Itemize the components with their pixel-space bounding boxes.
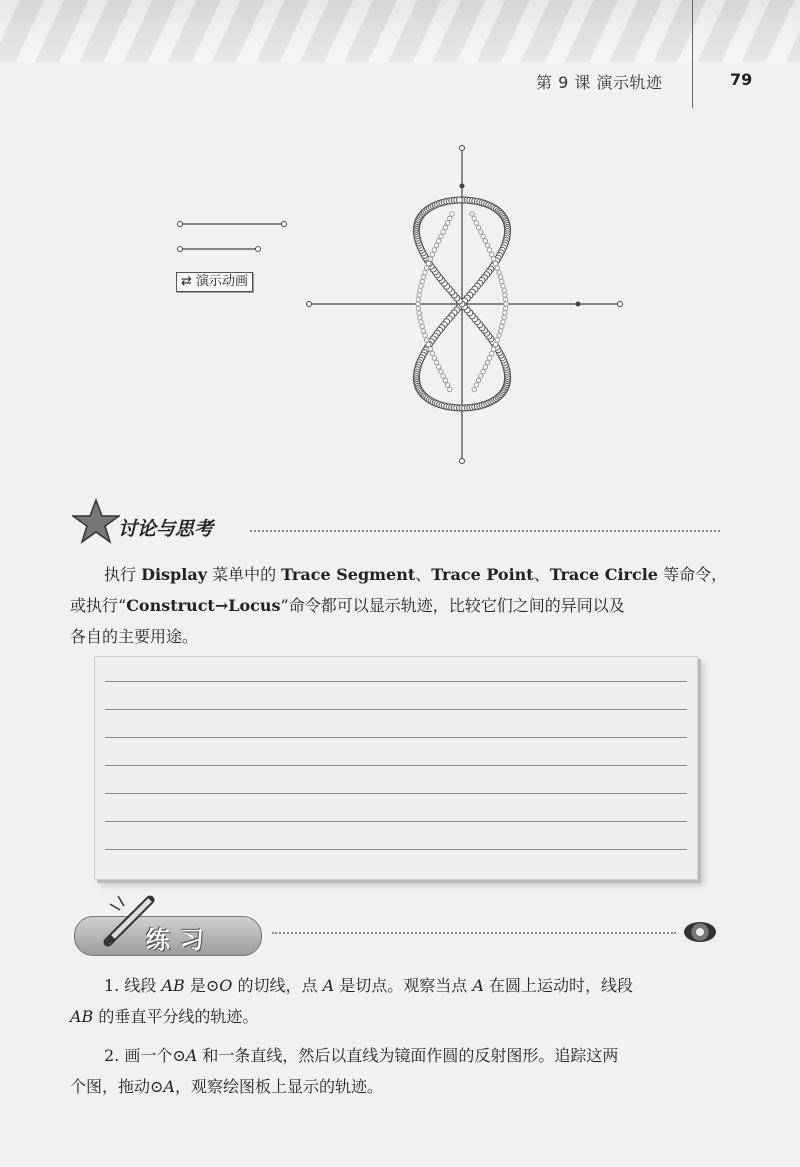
disc-icon: [684, 922, 716, 942]
note-line: [105, 821, 687, 822]
locus-inner-point: [474, 383, 478, 387]
discussion-paragraph-line-2: 或执行“Construct→Locus”命令都可以显示轨迹，比较它们之间的异同以及: [70, 596, 625, 615]
discussion-title: 讨论与思考: [118, 518, 214, 540]
locus-inner-point: [416, 302, 420, 306]
discussion-paragraph-line-1: 执行 Display 菜单中的 Trace Segment、Trace Point、Trace Circle 等命令，: [104, 565, 728, 584]
exercise-rule: [272, 932, 676, 934]
locus-inner-point: [418, 288, 422, 292]
locus-inner-point: [420, 279, 424, 283]
notes-area[interactable]: [94, 656, 698, 880]
lesson-title: 第 9 课 演示轨迹: [536, 73, 663, 92]
locus-inner-point: [428, 257, 432, 261]
locus-inner-point: [476, 378, 480, 382]
locus-inner-point: [487, 356, 491, 360]
locus-inner-point: [439, 369, 443, 373]
locus-inner-point: [485, 360, 489, 364]
locus-inner-point: [420, 324, 424, 328]
locus-inner-point: [503, 297, 507, 301]
locus-inner-point: [417, 311, 421, 315]
locus-inner-point: [416, 306, 420, 310]
locus-inner-point: [476, 225, 480, 229]
locus-inner-point: [470, 212, 474, 216]
locus-inner-point: [472, 387, 476, 391]
locus-inner-point: [493, 261, 497, 265]
note-line: [105, 793, 687, 794]
locus-inner-point: [504, 302, 508, 306]
locus-inner-point: [472, 216, 476, 220]
discussion-rule: [250, 530, 720, 532]
locus-inner-point: [498, 329, 502, 333]
locus-inner-point: [432, 356, 436, 360]
exercise-q1-line-2: AB 的垂直平分线的轨迹。: [70, 1007, 259, 1026]
locus-inner-point: [481, 369, 485, 373]
locus-inner-point: [423, 270, 427, 274]
locus-inner-point: [493, 342, 497, 346]
locus-inner-point: [441, 230, 445, 234]
slider-segment-1[interactable]: [178, 222, 287, 227]
locus-inner-point: [495, 338, 499, 342]
note-line: [105, 709, 687, 710]
page-number: 79: [730, 70, 753, 89]
locus-inner-point: [483, 239, 487, 243]
locus-inner-point: [503, 293, 507, 297]
locus-inner-point: [426, 261, 430, 265]
top-scan-band: [0, 0, 800, 62]
locus-inner-point: [501, 284, 505, 288]
locus-inner-point: [439, 234, 443, 238]
locus-inner-point: [497, 270, 501, 274]
locus-inner-point: [450, 212, 454, 216]
locus-inner-point: [483, 365, 487, 369]
locus-inner-point: [432, 248, 436, 252]
locus-inner-point: [434, 360, 438, 364]
locus-inner-point: [419, 320, 423, 324]
note-line: [105, 681, 687, 682]
locus-inner-point: [491, 257, 495, 261]
star-icon: [72, 498, 120, 544]
locus-inner-point: [448, 216, 452, 220]
locus-inner-point: [430, 351, 434, 355]
locus-figure: [160, 140, 640, 470]
animate-button[interactable]: [176, 272, 253, 292]
locus-inner-point: [490, 351, 494, 355]
locus-inner-point: [490, 252, 494, 256]
exercise-q1-line-1: 1. 线段 AB 是⊙O 的切线，点 A 是切点。观察当点 A 在圆上运动时，线段: [104, 976, 633, 995]
exercise-q2-line-1: 2. 画一个⊙A 和一条直线，然后以直线为镜面作圆的反射图形。追踪这两: [104, 1046, 619, 1065]
locus-inner-point: [502, 288, 506, 292]
locus-inner-point: [418, 315, 422, 319]
locus-inner-point: [421, 275, 425, 279]
slider-segment-2[interactable]: [178, 247, 261, 252]
locus-inner-point: [443, 225, 447, 229]
locus-inner-point: [481, 234, 485, 238]
locus-inner-point: [437, 239, 441, 243]
locus-inner-point: [474, 221, 478, 225]
locus-inner-point: [495, 266, 499, 270]
locus-inner-point: [421, 329, 425, 333]
locus-inner-point: [501, 320, 505, 324]
locus-inner-point: [479, 374, 483, 378]
locus-inner-point: [437, 365, 441, 369]
locus-inner-point: [503, 306, 507, 310]
locus-inner-point: [417, 293, 421, 297]
locus-inner-point: [485, 243, 489, 247]
exercise-title: 练习: [146, 926, 214, 954]
locus-inner-point: [441, 374, 445, 378]
locus-inner-point: [491, 347, 495, 351]
header-divider: [692, 0, 693, 108]
locus-inner-point: [445, 221, 449, 225]
locus-inner-point: [443, 378, 447, 382]
locus-inner-point: [425, 266, 429, 270]
locus-inner-point: [500, 279, 504, 283]
locus-inner-point: [426, 342, 430, 346]
locus-inner-point: [425, 338, 429, 342]
locus-trace-point: [456, 197, 462, 203]
locus-inner-point: [502, 315, 506, 319]
locus-inner-point: [430, 252, 434, 256]
discussion-paragraph-line-3: 各自的主要用途。: [70, 627, 199, 646]
locus-inner-point: [487, 248, 491, 252]
animate-button-label: 演示动画: [196, 274, 249, 289]
locus-inner-point: [445, 383, 449, 387]
locus-inner-point: [503, 311, 507, 315]
note-line: [105, 765, 687, 766]
exercise-q2-line-2: 个图，拖动⊙A，观察绘图板上显示的轨迹。: [70, 1077, 383, 1096]
locus-inner-point: [416, 297, 420, 301]
note-line: [105, 849, 687, 850]
locus-inner-point: [498, 275, 502, 279]
locus-inner-point: [428, 347, 432, 351]
double-arrow-icon: ⇄: [181, 274, 192, 289]
note-line: [105, 737, 687, 738]
locus-inner-point: [423, 333, 427, 337]
locus-inner-point: [479, 230, 483, 234]
locus-inner-point: [497, 333, 501, 337]
locus-inner-point: [419, 284, 423, 288]
locus-inner-point: [500, 324, 504, 328]
locus-inner-point: [434, 243, 438, 247]
locus-inner-point: [448, 387, 452, 391]
